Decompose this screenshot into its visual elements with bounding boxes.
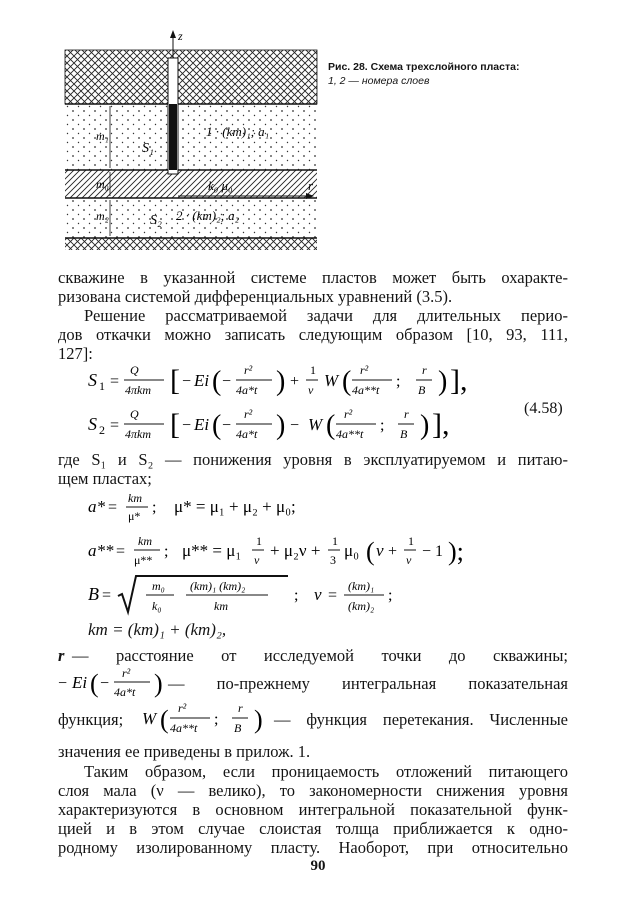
label-layer0: k₀ μ₀: [208, 178, 233, 193]
bottom-clay-layer: [65, 238, 317, 250]
equation-a-2star-graphic: [88, 530, 528, 574]
equation-B-graphic: [88, 572, 528, 618]
svg-text:r²: r²: [244, 363, 253, 377]
svg-text:;: ;: [152, 499, 157, 516]
svg-text:r²: r²: [244, 407, 253, 421]
svg-text:−: −: [182, 373, 192, 390]
svg-text:4a*t: 4a*t: [236, 383, 258, 397]
label-layer1: 1 · (km)₁; a₁: [206, 124, 270, 139]
svg-text:=: =: [102, 587, 112, 604]
svg-text:r²: r²: [122, 666, 131, 680]
svg-text:=: =: [108, 499, 118, 516]
paragraph-values: [58, 742, 568, 761]
svg-text:4πkm: 4πkm: [125, 383, 152, 397]
figure: [60, 28, 320, 260]
svg-text:2: 2: [99, 423, 105, 437]
svg-text:(: (: [212, 366, 222, 397]
svg-text:1: 1: [332, 534, 338, 548]
svg-text:(km)₂: (km)₂: [348, 599, 375, 613]
svg-text:Ei: Ei: [194, 371, 210, 390]
svg-text:(: (: [160, 705, 169, 734]
svg-text:−: −: [222, 417, 232, 434]
text-line: щем пластах;: [58, 469, 152, 488]
svg-text:;: ;: [214, 711, 219, 728]
svg-text:S: S: [88, 414, 97, 434]
svg-text:],: ],: [450, 364, 468, 397]
svg-text:=: =: [116, 543, 126, 560]
svg-text:Q: Q: [130, 363, 139, 377]
text-line: слоя мала (ν — велико), то закономерности снижения уровня: [58, 781, 568, 800]
svg-text:): ): [438, 366, 448, 397]
svg-text:r²: r²: [360, 363, 369, 377]
svg-text:−: −: [58, 675, 68, 692]
svg-text:Q: Q: [130, 407, 139, 421]
svg-text:=: =: [110, 373, 120, 390]
svg-text:ν: ν: [308, 383, 314, 397]
caption-subtitle: 1, 2 — номера слоев: [328, 75, 430, 87]
svg-text:4a*t: 4a*t: [114, 685, 136, 699]
svg-text:1: 1: [256, 534, 262, 548]
r-definition: [58, 646, 568, 666]
svg-text:B: B: [400, 427, 408, 441]
w-definition: [58, 698, 568, 742]
text-line: скважине в указанной системе пластов может быть охарактe-: [58, 268, 568, 287]
svg-text:): ): [276, 366, 286, 397]
svg-text:): ): [154, 669, 163, 698]
svg-text:): ): [254, 705, 263, 734]
label-r: r: [308, 178, 314, 193]
svg-text:4a**t: 4a**t: [352, 383, 380, 397]
paragraph-4: [58, 762, 568, 857]
svg-text:μ₀: μ₀: [344, 541, 360, 560]
caption-title: Рис. 28. Схема трехслойного пласта:: [328, 61, 520, 73]
label-z: z: [178, 29, 183, 43]
svg-text:(km)₁: (km)₁: [348, 579, 375, 593]
svg-text:ν: ν: [406, 553, 412, 567]
svg-text:3: 3: [330, 553, 336, 567]
svg-text:W: W: [142, 709, 157, 728]
svg-text:;: ;: [380, 417, 385, 434]
svg-text:r²: r²: [178, 701, 187, 715]
svg-text:[: [: [170, 364, 180, 397]
svg-text:ν: ν: [314, 585, 322, 604]
svg-text:μ* = μ₁ + μ₂ + μ₀;: μ* = μ₁ + μ₂ + μ₀;: [174, 497, 296, 516]
text-line: Решение рассматриваемой задачи для длительных перио-: [84, 306, 568, 325]
svg-text:μ** = μ₁: μ** = μ₁: [182, 541, 242, 560]
svg-text:μ*: μ*: [128, 509, 141, 523]
label-m1: m₁: [96, 129, 109, 143]
svg-text:(: (: [326, 410, 336, 441]
svg-text:r: r: [422, 363, 427, 377]
svg-text:(: (: [366, 537, 375, 566]
svg-text:ν: ν: [376, 541, 384, 560]
svg-text:r: r: [404, 407, 409, 421]
svg-text:−: −: [290, 417, 300, 434]
equation-S2-graphic: [88, 404, 528, 446]
equation-S1: [88, 360, 528, 400]
equation-S1-graphic: [88, 360, 528, 402]
svg-text:;: ;: [294, 587, 299, 604]
equation-S2: [88, 404, 528, 446]
svg-text:k₀: k₀: [152, 599, 162, 613]
label-m2: m₂: [96, 209, 109, 223]
svg-text:r: r: [238, 701, 243, 715]
svg-text:−: −: [222, 373, 232, 390]
text-line: где S₁ и S₂ — понижения уровня в эксплуатируемом и питаю-: [58, 450, 568, 469]
svg-text:a*: a*: [88, 497, 105, 516]
equation-a-star-graphic: [88, 488, 508, 528]
svg-text:B: B: [418, 383, 426, 397]
svg-text:(: (: [90, 669, 99, 698]
text-line: дов откачки можно записать следующим образом [10, 93, 111,: [58, 325, 568, 344]
r-symbol: r: [58, 646, 65, 665]
text-line: цией и в этом случае слоистая толща приближается к одно-: [58, 819, 568, 838]
three-layer-diagram: [60, 28, 320, 260]
equation-a-star: [88, 488, 508, 528]
svg-text:;: ;: [388, 587, 393, 604]
figure-caption: [328, 60, 538, 88]
label-m0: m₀: [96, 177, 109, 191]
svg-text:=: =: [110, 417, 120, 434]
svg-text:km: km: [128, 491, 142, 505]
paragraph-1: [58, 268, 568, 363]
svg-text:−: −: [182, 417, 192, 434]
svg-text:+ μ₂ν +: + μ₂ν +: [270, 541, 321, 560]
svg-text:B: B: [88, 584, 99, 604]
text-line: — функция перетекания. Численные: [274, 710, 568, 729]
label-S1: S₁: [142, 141, 154, 156]
text-line: родному изолированному пласту. Наоборот, при относительно: [58, 838, 568, 857]
svg-text:ν: ν: [254, 553, 260, 567]
text-line: — по-прежнему интегральная показательная: [168, 674, 568, 693]
svg-text:km: km: [138, 534, 152, 548]
svg-text:Ei: Ei: [194, 415, 210, 434]
svg-text:− 1: − 1: [422, 543, 444, 560]
page-number: 90: [310, 858, 326, 874]
svg-text:[: [: [170, 408, 180, 441]
svg-text:Ei: Ei: [72, 673, 88, 692]
text-line: характеризуются в основном интегральной показательной функ-: [58, 800, 568, 819]
svg-text:=: =: [328, 587, 338, 604]
svg-text:S: S: [88, 370, 97, 390]
svg-text:−: −: [100, 675, 110, 692]
svg-text:;: ;: [396, 373, 401, 390]
svg-text:km: km: [214, 599, 228, 613]
svg-text:a**: a**: [88, 541, 114, 560]
svg-text:r²: r²: [344, 407, 353, 421]
svg-text:1: 1: [310, 363, 316, 377]
svg-text:W: W: [308, 415, 323, 434]
top-clay-layer: [65, 50, 317, 104]
svg-text:(: (: [212, 410, 222, 441]
svg-text:1: 1: [408, 534, 414, 548]
svg-text:m₀: m₀: [152, 579, 165, 593]
svg-text:(km)₁ (km)₂: (km)₁ (km)₂: [190, 579, 246, 593]
svg-text:): ): [276, 410, 286, 441]
svg-text:],: ],: [432, 408, 450, 441]
svg-text:): ): [420, 410, 430, 441]
text-line: 127]:: [58, 344, 93, 363]
text-line: функция;: [58, 710, 124, 729]
svg-text:4a**t: 4a**t: [170, 721, 198, 735]
svg-text:);: );: [448, 537, 464, 566]
text-line: ризована системой дифференциальных уравнений (3.5).: [58, 287, 453, 306]
equation-km: km = (km)₁ + (km)₂,: [88, 620, 227, 639]
svg-text:+: +: [290, 373, 300, 390]
text-line: — расстояние от исследуемой точки до скважины;: [72, 646, 568, 665]
svg-text:B: B: [234, 721, 242, 735]
svg-text:;: ;: [164, 543, 169, 560]
paragraph-3: [58, 450, 568, 488]
equation-B: [88, 572, 528, 618]
svg-text:+: +: [388, 543, 398, 560]
text-line: значения ее приведены в прилож. 1.: [58, 742, 311, 761]
svg-text:(: (: [342, 366, 352, 397]
equation-a-2star: [88, 530, 528, 574]
label-layer2: 2 · (km)₂; a₂: [176, 208, 240, 223]
equation-number: (4.58): [524, 400, 563, 417]
svg-text:4a*t: 4a*t: [236, 427, 258, 441]
svg-text:W: W: [324, 371, 339, 390]
svg-text:4a**t: 4a**t: [336, 427, 364, 441]
svg-text:μ**: μ**: [134, 553, 153, 567]
text-line: Таким образом, если проницаемость отложений питающего: [84, 762, 568, 781]
label-S2: S₂: [150, 213, 162, 228]
svg-text:1: 1: [99, 379, 105, 393]
svg-text:4πkm: 4πkm: [125, 427, 152, 441]
